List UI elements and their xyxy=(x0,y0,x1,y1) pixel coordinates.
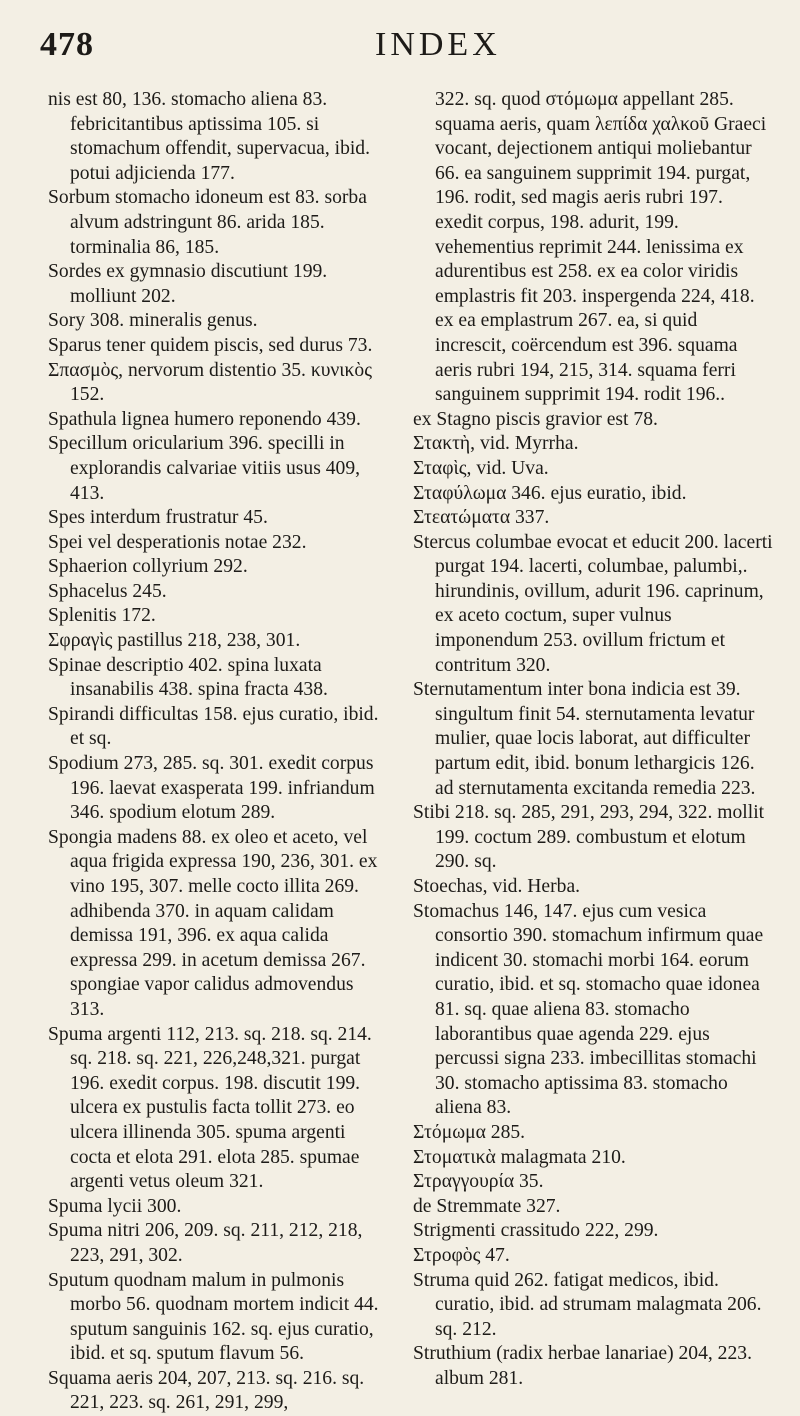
index-entry: Stibi 218. sq. 285, 291, 293, 294, 322. mollit 199. coctum 289. combustum et elotum 290. sq. xyxy=(413,802,765,873)
index-entry: Spuma lycii 300. xyxy=(48,1195,182,1217)
index-entry: Spinae descriptio 402. spina luxata insanabilis 438. spina fracta 438. xyxy=(48,654,328,701)
index-entry: Στοματικὰ malagmata 210. xyxy=(413,1146,626,1168)
index-entry: Σταφύλωμα 346. ejus euratio, ibid. xyxy=(413,482,687,504)
index-entry: Stercus columbae evocat et educit 200. lacerti purgat 194. lacerti, columbae, palumbi,. hirundinis, ovillum, adurit 196. caprinum, ex aceto coctum, super vulnus imponendum 253. ovillum frictum et contritum 320. xyxy=(413,531,773,676)
page-header xyxy=(40,26,770,76)
index-entry: nis est 80, 136. stomacho aliena 83. febricitantibus aptissima 105. si stomachum offendit, supervacua, ibid. potui adjicienda 177. xyxy=(48,89,371,184)
index-entry: Spathula lignea humero reponendo 439. xyxy=(48,408,361,430)
index-entry: Sputum quodnam malum in pulmonis morbo 56. quodnam mortem indicit 44. sputum sanguinis 162. sq. ejus curatio, ibid. et sq. sputum flavum 56. xyxy=(48,1269,379,1365)
index-entry: Sorbum stomacho idoneum est 83. sorba alvum adstringunt 86. arida 185. torminalia 86, 185. xyxy=(48,187,367,258)
index-entry: Σπασμὸς, nervorum distentio 35. κυνικὸς 152. xyxy=(48,359,372,406)
index-entry: Sphacelus 245. xyxy=(48,580,167,602)
index-entry: Splenitis 172. xyxy=(48,605,156,627)
index-entry: Sphaerion collyrium 292. xyxy=(48,556,248,578)
index-entry: Sordes ex gymnasio discutiunt 199. molliunt 202. xyxy=(48,261,328,307)
index-entry: de Stremmate 327. xyxy=(413,1195,561,1217)
index-entry: Στροφὸς 47. xyxy=(413,1244,510,1266)
index-entry: Στακτὴ, vid. Myrrha. xyxy=(413,433,579,455)
index-entry: Squama aeris 204, 207, 213. sq. 216. sq. 221, 223. sq. 261, 291, 299, xyxy=(48,1367,365,1414)
index-entry: ex Stagno piscis gravior est 78. xyxy=(413,408,658,430)
running-title: INDEX xyxy=(375,26,501,63)
index-entry: Στραγγουρία 35. xyxy=(413,1171,544,1193)
index-column-right xyxy=(413,88,773,1391)
index-entry: Σφραγὶς pastillus 218, 238, 301. xyxy=(48,630,301,652)
index-entry: Spes interdum frustratur 45. xyxy=(48,507,268,529)
index-entry: Spirandi difficultas 158. ejus curatio, ibid. et sq. xyxy=(48,703,379,750)
index-entry: Sternutamentum inter bona indicia est 39. singultum finit 54. sternutamenta levatur mulier, quae locis laborat, aut difficulter partum edit, ibid. bonum lethargicis 126. ad sternutamenta excitanda remedia 223. xyxy=(413,679,756,799)
index-entry: Spei vel desperationis notae 232. xyxy=(48,531,307,553)
index-entry: Spodium 273, 285. sq. 301. exedit corpus 196. laevat exasperata 199. infriandum 346. spodium elotum 289. xyxy=(48,753,375,824)
index-column-left xyxy=(48,88,388,1416)
index-entry: Stomachus 146, 147. ejus cum vesica consortio 390. stomachum infirmum quae indicent 30. stomachi morbi 164. eorum curatio, ibid. et sq. stomacho quae idonea 81. sq. quae aliena 83. stomacho laborantibus quae agenda 229. ejus percussi signa 233. imbecillitas stomachi 30. stomacho aptissima 83. stomacho aliena 83. xyxy=(413,900,764,1119)
page-number: 478 xyxy=(40,26,94,63)
index-entry: Σταφὶς, vid. Uva. xyxy=(413,457,549,479)
index-entry: Spuma nitri 206, 209. sq. 211, 212, 218, 223, 291, 302. xyxy=(48,1220,363,1266)
index-entry: Struma quid 262. fatigat medicos, ibid. curatio, ibid. ad strumam malagmata 206. sq. 212. xyxy=(413,1269,762,1340)
index-entry: Strigmenti crassitudo 222, 299. xyxy=(413,1220,659,1242)
index-entry: Sory 308. mineralis genus. xyxy=(48,310,258,332)
index-entry: Spongia madens 88. ex oleo et aceto, vel aqua frigida expressa 190, 236, 301. ex vino 195, 307. melle cocto illita 269. adhibenda 370. in aquam calidam demissa 191, 396. ex aqua calida expressa 299. in acetum demissa 267. spongiae vapor calidus admovendus 313. xyxy=(48,826,378,1020)
index-entry-continued: 322. sq. quod στόμωμα appellant 285. squama aeris, quam λεπίδα χαλκοῦ Graeci vocant, dejectionem antiqui moliebantur 66. ea sanguinem supprimit 194. purgat, 196. rodit, sed magis aeris rubri 197. exedit corpus, 198. adurit, 199. vehementius reprimit 244. lenissima ex adurentibus est 258. ex ea color viridis emplastris fit 203. inspergenda 224, 418. ex ea emplastrum 267. ea, si quid increscit, coërcendum est 396. squama aeris rubri 194, 215, 314. squama ferri sanguinem supprimit 194. rodit 196.. xyxy=(435,89,767,406)
index-entry: Spuma argenti 112, 213. sq. 218. sq. 214. sq. 218. sq. 221, 226,248,321. purgat 196. exedit corpus. 198. discutit 199. ulcera ex pustulis facta tollit 273. eo ulcera illinenda 305. spuma argenti cocta et elota 291. elota 285. spumae argenti vetus oleum 321. xyxy=(48,1023,372,1193)
index-entry: Stoechas, vid. Herba. xyxy=(413,876,581,897)
index-entry: Στεατώματα 337. xyxy=(413,507,550,529)
index-entry: Struthium (radix herbae lanariae) 204, 223. album 281. xyxy=(413,1343,752,1389)
index-entry: Specillum oricularium 396. specilli in explorandis calvariae vitiis usus 409, 413. xyxy=(48,433,361,504)
index-entry: Sparus tener quidem piscis, sed durus 73. xyxy=(48,334,373,356)
index-entry: Στόμωμα 285. xyxy=(413,1121,526,1143)
